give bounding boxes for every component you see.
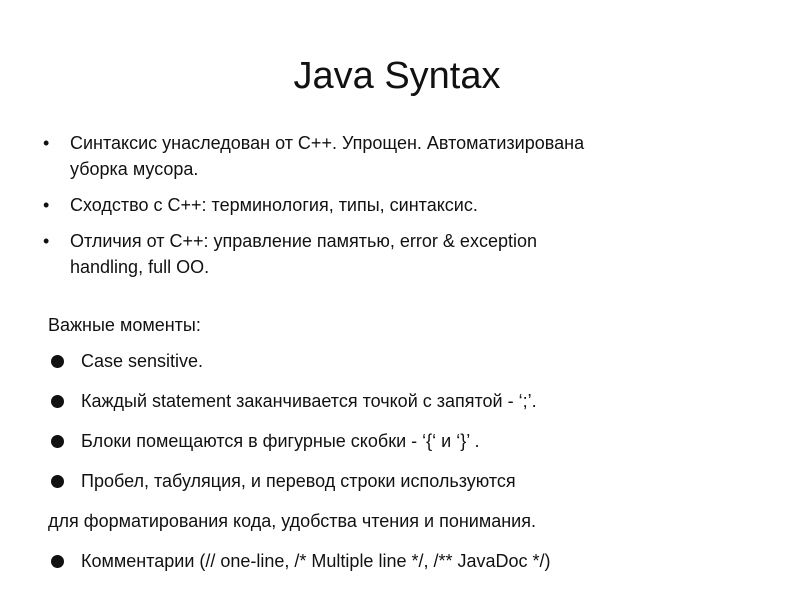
bullet-disc-icon — [51, 355, 64, 368]
bullet-disc-icon — [51, 475, 64, 488]
key-point-item — [48, 388, 748, 428]
top-bullet-item — [40, 192, 720, 218]
bullet-icon: • — [43, 231, 50, 251]
bullet-disc-icon — [51, 555, 64, 568]
key-point-text: Блоки помещаются в фигурные скобки - ‘{‘ и ‘}’ . — [81, 431, 480, 451]
top-bullet-item — [40, 228, 720, 280]
key-point-item — [48, 548, 748, 588]
bullet-disc-icon — [51, 395, 64, 408]
key-point-text: Комментарии (// one-line, /* Multiple line */, /** JavaDoc */) — [81, 551, 551, 571]
continuation-text: для форматирования кода, удобства чтения и понимания. — [48, 511, 536, 531]
key-point-item — [48, 468, 748, 508]
slide-title: Java Syntax — [293, 55, 501, 97]
key-points-list — [48, 348, 748, 588]
bullet-text-line: Отличия от С++: управление памятью, error & exception — [70, 231, 537, 251]
bullet-icon: • — [43, 195, 50, 215]
bullet-text-line: Синтаксис унаследован от С++. Упрощен. Автоматизирована — [70, 133, 585, 153]
bullet-disc-icon — [51, 435, 64, 448]
key-point-text: Case sensitive. — [81, 351, 204, 371]
top-bullet-list — [40, 130, 720, 290]
bullet-text-line: Сходство с С++: терминология, типы, синтаксис. — [70, 195, 478, 215]
key-point-item — [48, 348, 748, 388]
key-point-item — [48, 428, 748, 468]
bullet-text-line: handling, full OO. — [70, 257, 210, 277]
section-heading: Важные моменты: — [48, 315, 201, 335]
bullet-text-line: уборка мусора. — [70, 159, 199, 179]
key-point-text: Пробел, табуляция, и перевод строки используются — [81, 471, 516, 491]
bullet-icon: • — [43, 133, 50, 153]
top-bullet-item — [40, 130, 720, 182]
key-point-text: Каждый statement заканчивается точкой с запятой - ‘;’. — [81, 391, 537, 411]
continuation-line — [48, 508, 748, 548]
